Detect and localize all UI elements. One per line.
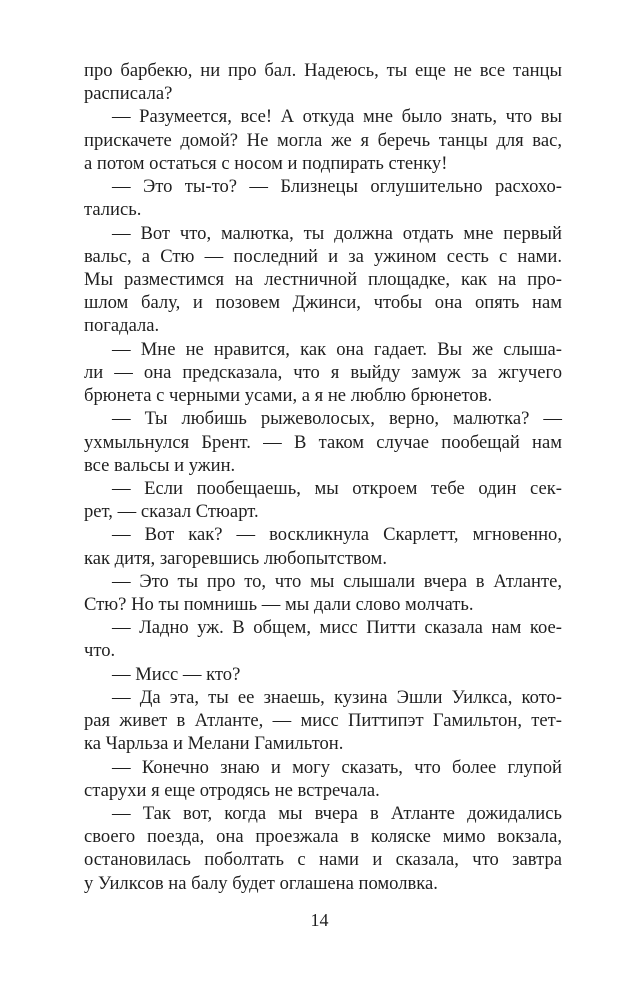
text-line: рет, — сказал Стюарт. — [84, 501, 259, 523]
text-line: Мы разместимся на лестничной площадке, как на про- — [84, 268, 562, 290]
text-line: прискачете домой? Не могла же я беречь танцы для вас, — [84, 129, 562, 151]
text-line: — Да эта, ты ее знаешь, кузина Эшли Уилкса, кото- — [112, 686, 562, 708]
text-line: расписала? — [84, 83, 173, 105]
text-line: погадала. — [84, 315, 160, 337]
text-line: брюнета с черными усами, а я не люблю брюнетов. — [84, 385, 493, 407]
text-line: тались. — [84, 199, 142, 221]
text-line: вальс, а Стю — последний и за ужином сесть с нами. — [84, 245, 562, 267]
text-line: — Ты любишь рыжеволосых, верно, малютка? — — [112, 408, 562, 430]
text-line: своего поезда, она проезжала в коляске мимо вокзала, — [84, 826, 562, 848]
text-line: — Вот что, малютка, ты должна отдать мне первый — [112, 222, 562, 244]
text-line: — Вот как? — воскликнула Скарлетт, мгновенно, — [112, 524, 562, 546]
text-line: — Так вот, когда мы вчера в Атланте дожидались — [112, 803, 562, 824]
text-line: старухи я еще отродясь не встречала. — [84, 779, 380, 801]
text-line: — Мне не нравится, как она гадает. Вы же слыша- — [112, 338, 562, 360]
text-line: — Мисс — кто? — [112, 663, 241, 685]
page-number: 14 — [310, 910, 329, 930]
text-line: — Это ты про то, что мы слышали вчера в Атланте, — [112, 570, 562, 592]
text-line: шлом балу, и позовем Джинси, чтобы она опять нам — [84, 292, 562, 314]
text-line: а потом остаться с носом и подпирать стенку! — [84, 152, 448, 174]
text-line: все вальсы и ужин. — [84, 454, 236, 476]
text-line: про барбекю, ни про бал. Надеюсь, ты еще не все танцы — [84, 60, 562, 81]
text-line: рая живет в Атланте, — мисс Питтипэт Гамильтон, тет- — [84, 710, 562, 732]
text-line: как дитя, загоревшись любопытством. — [84, 547, 387, 569]
text-line: — Разумеется, все! А откуда мне было знать, что вы — [112, 106, 562, 128]
text-line: — Если пообещаешь, мы откроем тебе один сек- — [112, 477, 562, 499]
text-line: — Ладно уж. В общем, мисс Питти сказала нам кое- — [112, 617, 562, 639]
text-line: что. — [84, 640, 116, 662]
text-line: ли — она предсказала, что я выйду замуж за жгучего — [84, 361, 562, 383]
text-line: остановилась поболтать с нами и сказала, что завтра — [84, 849, 562, 871]
text-line: ка Чарльза и Мелани Гамильтон. — [84, 733, 344, 755]
text-line: у Уилксов на балу будет оглашена помолвка. — [84, 872, 438, 894]
text-line: ухмыльнулся Брент. — В таком случае пообещай нам — [84, 431, 562, 453]
text-line: — Это ты-то? — Близнецы оглушительно расхохо- — [112, 176, 562, 198]
text-line: Стю? Но ты помнишь — мы дали слово молчать. — [84, 594, 474, 616]
text-line: — Конечно знаю и могу сказать, что более глупой — [112, 756, 562, 778]
book-page-body — [84, 59, 562, 895]
